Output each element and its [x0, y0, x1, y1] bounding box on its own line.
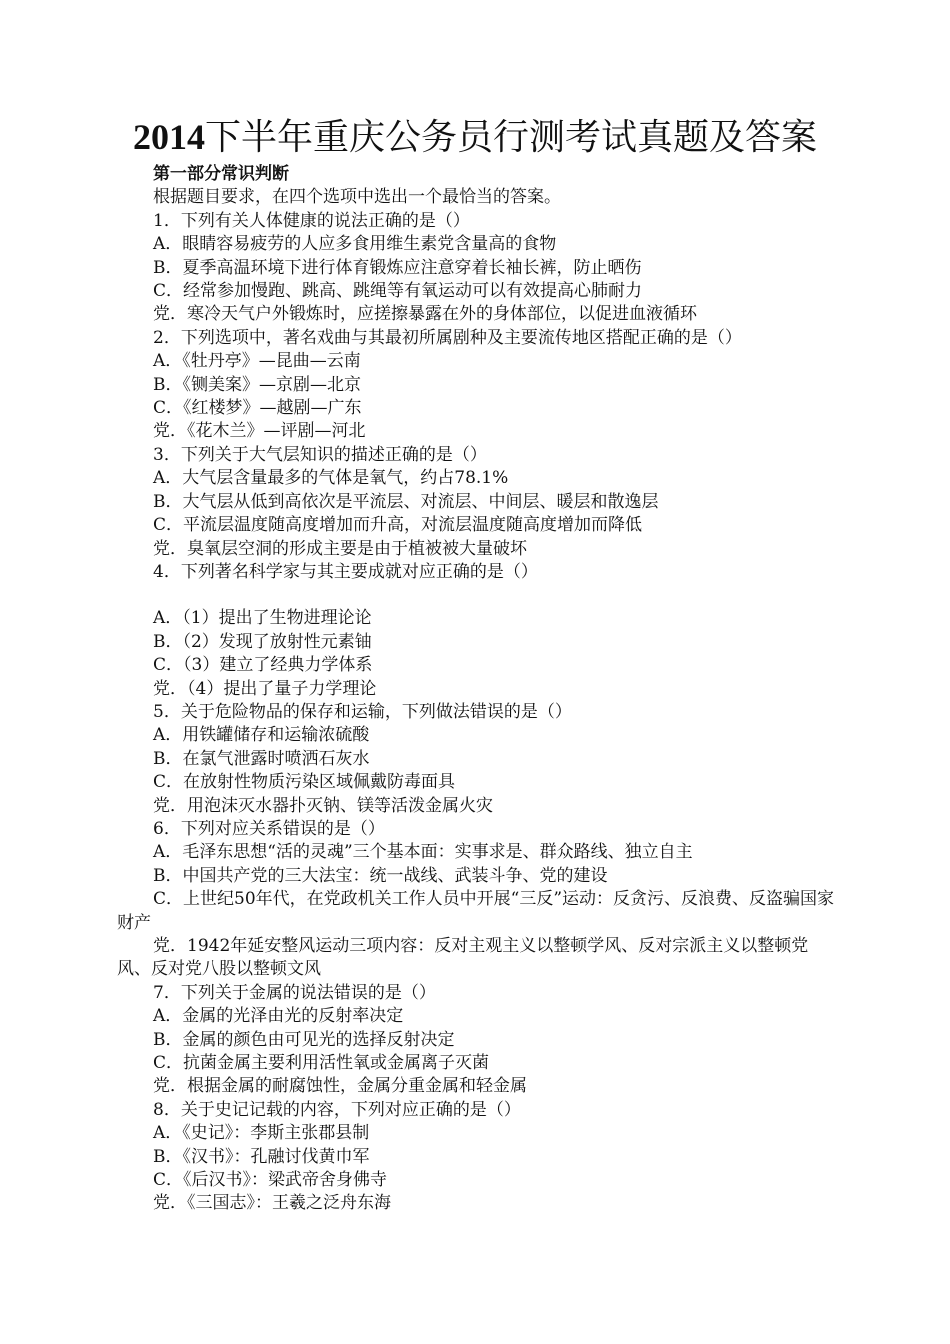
- question-block-2: [117, 607, 837, 1216]
- text-line: A．眼睛容易疲劳的人应多食用维生素党含量高的食物: [153, 234, 557, 255]
- text-line: 1．下列有关人体健康的说法正确的是（）: [153, 210, 470, 231]
- text-line: A．金属的光泽由光的反射率决定: [153, 1006, 404, 1027]
- text-line: 8．关于史记记载的内容，下列对应正确的是（）: [153, 1099, 521, 1120]
- text-line: 党．根据金属的耐腐蚀性，金属分重金属和轻金属: [153, 1076, 527, 1097]
- text-line: A．（1）提出了生物进理论论: [153, 608, 372, 629]
- text-line: B．夏季高温环境下进行体育锻炼应注意穿着长袖长裤，防止晒伤: [153, 257, 642, 278]
- section-heading: 第一部分常识判断: [153, 164, 289, 184]
- text-line: B．（2）发现了放射性元素铀: [153, 631, 372, 652]
- text-line: C．《后汉书》：梁武帝舍身佛寺: [153, 1170, 388, 1191]
- text-line: B．中国共产党的三大法宝：统一战线、武装斗争、党的建设: [153, 865, 608, 886]
- question-block-1: [117, 210, 837, 585]
- text-line: A．用铁罐储存和运输浓硫酸: [153, 725, 370, 746]
- text-line: 党．《三国志》：王羲之泛舟东海: [153, 1193, 391, 1214]
- text-line: A．《牡丹亭》—昆曲—云南: [153, 351, 361, 372]
- text-line: B．《汉书》：孔融讨伐黄巾军: [153, 1146, 370, 1167]
- instruction-text: 根据题目要求，在四个选项中选出一个最恰当的答案。: [153, 187, 561, 208]
- title-text: 下半年重庆公务员行测考试真题及答案: [204, 117, 817, 158]
- document-body: [117, 163, 837, 1216]
- text-line: 党．用泡沫灭水器扑灭钠、镁等活泼金属火灾: [153, 795, 493, 816]
- text-line: C．（3）建立了经典力学体系: [153, 655, 373, 676]
- text-line: C．在放射性物质污染区域佩戴防毒面具: [153, 772, 456, 793]
- text-line: 党．寒冷天气户外锻炼时，应搓擦暴露在外的身体部位，以促进血液循环: [153, 304, 697, 325]
- text-line: B．在氯气泄露时喷洒石灰水: [153, 748, 370, 769]
- text-line: 4．下列著名科学家与其主要成就对应正确的是（）: [153, 561, 538, 582]
- text-line: A．毛泽东思想“活的灵魂”三个基本面：实事求是、群众路线、独立自主: [153, 842, 693, 863]
- text-line: 党．（4）提出了量子力学理论: [153, 678, 377, 699]
- text-line: 党．1942年延安整风运动三项内容：反对主观主义以整顿学风、反对宗派主义以整顿党风、反对党八股以整顿文风: [117, 936, 809, 980]
- text-line: C．抗菌金属主要利用活性氧或金属离子灭菌: [153, 1053, 490, 1074]
- text-line: 5．关于危险物品的保存和运输，下列做法错误的是（）: [153, 701, 572, 722]
- document-title: [0, 112, 950, 163]
- image-gap: [117, 584, 837, 607]
- text-line: C．平流层温度随高度增加而升高，对流层温度随高度增加而降低: [153, 515, 643, 536]
- text-line: 3．下列关于大气层知识的描述正确的是（）: [153, 444, 487, 465]
- text-line: 党．《花木兰》—评剧—河北: [153, 421, 366, 442]
- text-line: A．大气层含量最多的气体是氧气，约占78.1%: [153, 468, 509, 489]
- text-line: C．经常参加慢跑、跳高、跳绳等有氧运动可以有效提高心肺耐力: [153, 281, 643, 302]
- text-line: 党．臭氧层空洞的形成主要是由于植被被大量破坏: [153, 538, 527, 559]
- text-line: A．《史记》：李斯主张郡县制: [153, 1123, 370, 1144]
- title-year: 2014: [132, 117, 205, 157]
- text-line: C．上世纪50年代，在党政机关工作人员中开展“三反”运动：反贪污、反浪费、反盗骗国家财产: [117, 889, 835, 933]
- text-line: B．《铡美案》—京剧—北京: [153, 374, 361, 395]
- text-line: 6．下列对应关系错误的是（）: [153, 818, 385, 839]
- text-line: C．《红楼梦》—越剧—广东: [153, 398, 362, 419]
- text-line: B．大气层从低到高依次是平流层、对流层、中间层、暖层和散逸层: [153, 491, 659, 512]
- text-line: 7．下列关于金属的说法错误的是（）: [153, 982, 436, 1003]
- text-line: B．金属的颜色由可见光的选择反射决定: [153, 1029, 455, 1050]
- text-line: 2．下列选项中，著名戏曲与其最初所属剧种及主要流传地区搭配正确的是（）: [153, 327, 742, 348]
